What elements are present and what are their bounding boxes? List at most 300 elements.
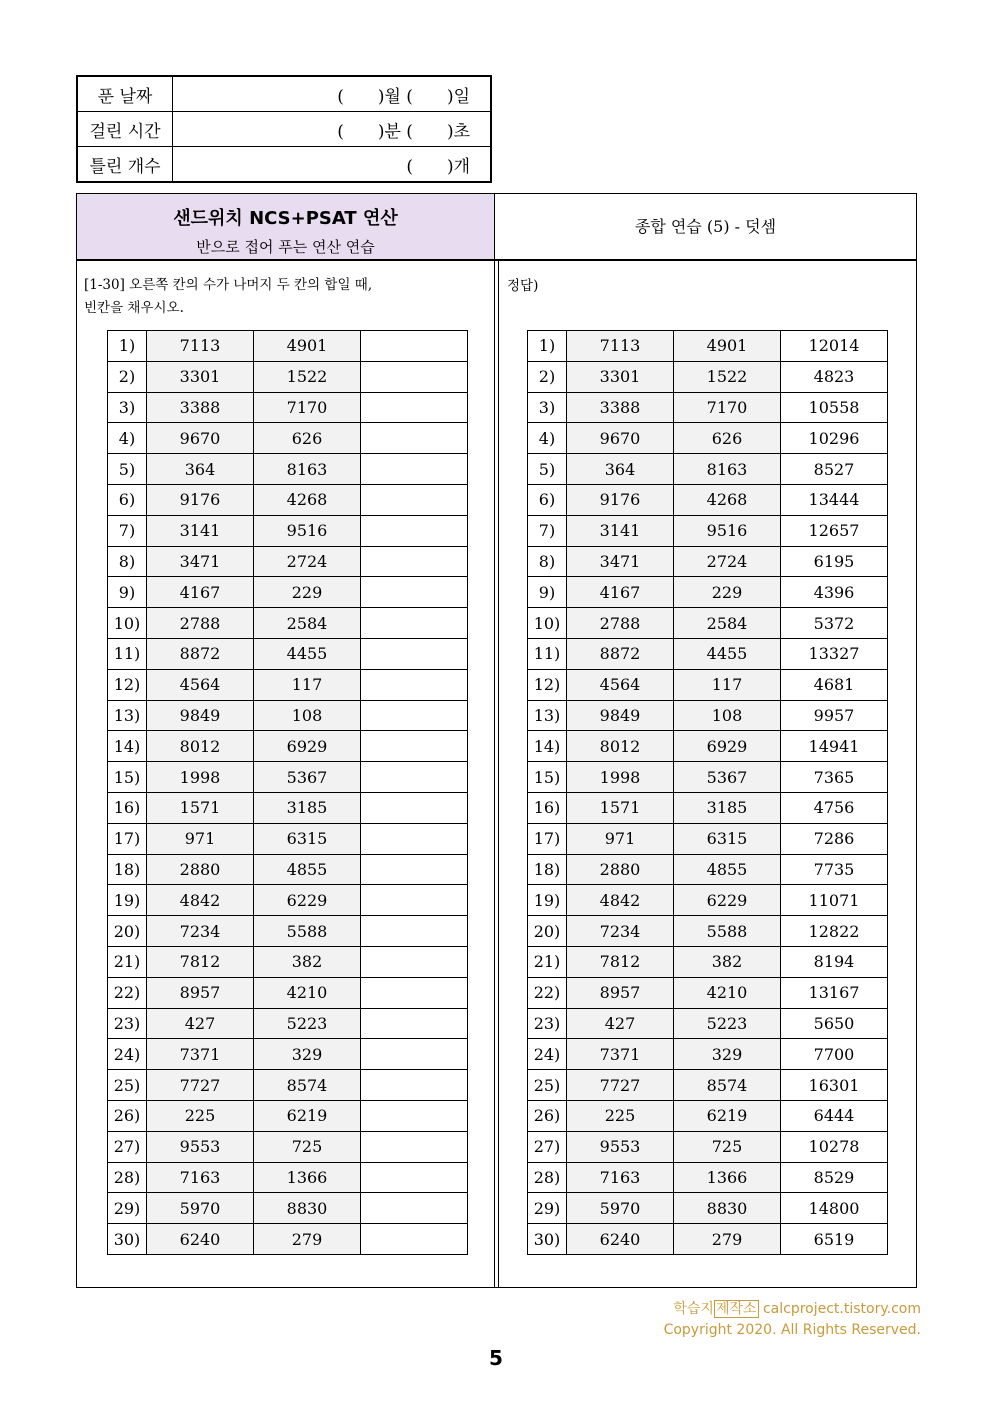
- row-number: 6): [108, 484, 147, 515]
- blank-sum[interactable]: [361, 700, 468, 731]
- addend-b: 5367: [254, 762, 361, 793]
- blank-sum[interactable]: [361, 669, 468, 700]
- addend-a: 7812: [147, 946, 254, 977]
- addend-a: 6240: [567, 1224, 674, 1255]
- addend-b: 6219: [674, 1100, 781, 1131]
- addend-b: 229: [254, 577, 361, 608]
- row-number: 12): [108, 669, 147, 700]
- addend-b: 6929: [254, 731, 361, 762]
- addend-a: 2880: [147, 854, 254, 885]
- row-number: 5): [528, 454, 567, 485]
- answer-sum: 14800: [781, 1193, 888, 1224]
- answer-sum: 9957: [781, 700, 888, 731]
- info-row: [77, 76, 491, 112]
- row-number: 2): [528, 361, 567, 392]
- instructions: [84, 274, 484, 320]
- addend-a: 9849: [567, 700, 674, 731]
- addend-b: 7170: [254, 392, 361, 423]
- addend-a: 7113: [147, 331, 254, 362]
- problem-row: [108, 731, 468, 762]
- problem-row: [108, 700, 468, 731]
- problem-row: [108, 669, 468, 700]
- answer-row: [528, 361, 888, 392]
- row-number: 6): [528, 484, 567, 515]
- answer-table: [527, 330, 888, 1255]
- info-label: 푼 날짜: [77, 76, 173, 112]
- answer-sum: 8194: [781, 946, 888, 977]
- problem-row: [108, 916, 468, 947]
- answer-row: [528, 762, 888, 793]
- brand-box: 제작소: [715, 1301, 757, 1317]
- blank-sum[interactable]: [361, 546, 468, 577]
- addend-a: 971: [567, 823, 674, 854]
- answer-row: [528, 700, 888, 731]
- answer-sum: 10296: [781, 423, 888, 454]
- addend-a: 4167: [567, 577, 674, 608]
- section-header: [495, 194, 916, 261]
- row-number: 29): [528, 1193, 567, 1224]
- answer-sum: 6519: [781, 1224, 888, 1255]
- answer-sum: 8529: [781, 1162, 888, 1193]
- blank-sum[interactable]: [361, 854, 468, 885]
- row-number: 4): [108, 423, 147, 454]
- addend-a: 4842: [567, 885, 674, 916]
- answer-sum: 5372: [781, 608, 888, 639]
- answer-label: 정답): [507, 278, 539, 294]
- answer-row: [528, 1131, 888, 1162]
- addend-b: 117: [254, 669, 361, 700]
- row-number: 8): [108, 546, 147, 577]
- addend-a: 9553: [567, 1131, 674, 1162]
- problem-row: [108, 331, 468, 362]
- blank-sum[interactable]: [361, 454, 468, 485]
- answer-row: [528, 823, 888, 854]
- addend-a: 7371: [147, 1039, 254, 1070]
- addend-b: 4855: [674, 854, 781, 885]
- answer-sum: 7286: [781, 823, 888, 854]
- addend-a: 1571: [147, 792, 254, 823]
- brand-url: calcproject.tistory.com: [758, 1301, 921, 1317]
- answer-sum: 4396: [781, 577, 888, 608]
- problem-row: [108, 423, 468, 454]
- row-number: 23): [108, 1008, 147, 1039]
- worksheet-subtitle: 반으로 접어 푸는 연산 연습: [196, 238, 375, 256]
- addend-b: 1366: [674, 1162, 781, 1193]
- blank-sum[interactable]: [361, 823, 468, 854]
- brand-prefix: 학습지: [673, 1301, 714, 1317]
- problem-row: [108, 885, 468, 916]
- row-number: 15): [108, 762, 147, 793]
- row-number: 22): [528, 977, 567, 1008]
- answer-sum: 11071: [781, 885, 888, 916]
- addend-a: 225: [147, 1100, 254, 1131]
- addend-b: 5223: [254, 1008, 361, 1039]
- fold-divider: [494, 261, 499, 1287]
- addend-b: 279: [674, 1224, 781, 1255]
- problem-row: [108, 854, 468, 885]
- addend-b: 4901: [674, 331, 781, 362]
- answer-row: [528, 1193, 888, 1224]
- blank-sum[interactable]: [361, 916, 468, 947]
- row-number: 2): [108, 361, 147, 392]
- addend-b: 6315: [674, 823, 781, 854]
- row-number: 29): [108, 1193, 147, 1224]
- blank-sum[interactable]: [361, 1100, 468, 1131]
- addend-a: 225: [567, 1100, 674, 1131]
- addend-a: 3301: [147, 361, 254, 392]
- blank-sum[interactable]: [361, 762, 468, 793]
- row-number: 25): [528, 1070, 567, 1101]
- blank-sum[interactable]: [361, 361, 468, 392]
- blank-sum[interactable]: [361, 792, 468, 823]
- row-number: 21): [528, 946, 567, 977]
- addend-b: 725: [254, 1131, 361, 1162]
- addend-b: 725: [674, 1131, 781, 1162]
- info-row: [77, 112, 491, 147]
- instruction-line: 빈칸을 채우시오.: [84, 300, 184, 316]
- answer-sum: 13327: [781, 638, 888, 669]
- row-number: 19): [528, 885, 567, 916]
- row-number: 1): [108, 331, 147, 362]
- addend-b: 8574: [674, 1070, 781, 1101]
- addend-a: 4564: [147, 669, 254, 700]
- section-title: 종합 연습 (5) - 덧셈: [634, 217, 777, 236]
- info-value[interactable]: ( )월 ( )일: [173, 76, 492, 112]
- row-number: 30): [528, 1224, 567, 1255]
- problem-row: [108, 361, 468, 392]
- blank-sum[interactable]: [361, 392, 468, 423]
- copyright: Copyright 2020. All Rights Reserved.: [663, 1322, 921, 1338]
- answer-row: [528, 1039, 888, 1070]
- row-number: 30): [108, 1224, 147, 1255]
- blank-sum[interactable]: [361, 1008, 468, 1039]
- row-number: 18): [528, 854, 567, 885]
- addend-a: 2788: [147, 608, 254, 639]
- addend-b: 2724: [674, 546, 781, 577]
- addend-a: 7727: [147, 1070, 254, 1101]
- problem-row: [108, 762, 468, 793]
- addend-a: 3388: [147, 392, 254, 423]
- answer-row: [528, 546, 888, 577]
- addend-a: 4564: [567, 669, 674, 700]
- worksheet-header: [77, 194, 495, 261]
- addend-a: 427: [147, 1008, 254, 1039]
- row-number: 3): [528, 392, 567, 423]
- addend-a: 7113: [567, 331, 674, 362]
- addend-b: 4268: [254, 484, 361, 515]
- row-number: 4): [528, 423, 567, 454]
- addend-b: 6929: [674, 731, 781, 762]
- answer-sum: 5650: [781, 1008, 888, 1039]
- row-number: 5): [108, 454, 147, 485]
- answer-row: [528, 1100, 888, 1131]
- addend-b: 8830: [254, 1193, 361, 1224]
- addend-a: 5970: [567, 1193, 674, 1224]
- addend-a: 9670: [147, 423, 254, 454]
- problem-row: [108, 1100, 468, 1131]
- answer-sum: 10278: [781, 1131, 888, 1162]
- row-number: 13): [528, 700, 567, 731]
- info-label: 틀린 개수: [77, 147, 173, 183]
- addend-b: 8163: [254, 454, 361, 485]
- addend-b: 382: [254, 946, 361, 977]
- addend-b: 1522: [674, 361, 781, 392]
- problem-row: [108, 484, 468, 515]
- blank-sum[interactable]: [361, 977, 468, 1008]
- addend-a: 364: [567, 454, 674, 485]
- row-number: 18): [108, 854, 147, 885]
- blank-sum[interactable]: [361, 946, 468, 977]
- answer-row: [528, 331, 888, 362]
- problem-row: [108, 946, 468, 977]
- addend-a: 5970: [147, 1193, 254, 1224]
- problem-row: [108, 1039, 468, 1070]
- addend-a: 9849: [147, 700, 254, 731]
- addend-a: 8872: [147, 638, 254, 669]
- addend-b: 1366: [254, 1162, 361, 1193]
- blank-sum[interactable]: [361, 331, 468, 362]
- answer-row: [528, 423, 888, 454]
- addend-a: 1998: [567, 762, 674, 793]
- addend-b: 382: [674, 946, 781, 977]
- row-number: 20): [528, 916, 567, 947]
- problem-row: [108, 1224, 468, 1255]
- addend-a: 7163: [567, 1162, 674, 1193]
- addend-a: 3301: [567, 361, 674, 392]
- problem-row: [108, 608, 468, 639]
- problem-row: [108, 1070, 468, 1101]
- problem-row: [108, 515, 468, 546]
- answer-row: [528, 792, 888, 823]
- blank-sum[interactable]: [361, 515, 468, 546]
- answer-row: [528, 638, 888, 669]
- addend-a: 4842: [147, 885, 254, 916]
- addend-a: 8012: [567, 731, 674, 762]
- answer-row: [528, 977, 888, 1008]
- answer-row: [528, 577, 888, 608]
- problem-row: [108, 977, 468, 1008]
- answer-sum: 8527: [781, 454, 888, 485]
- answer-row: [528, 731, 888, 762]
- row-number: 3): [108, 392, 147, 423]
- problem-row: [108, 1131, 468, 1162]
- row-number: 28): [108, 1162, 147, 1193]
- row-number: 26): [108, 1100, 147, 1131]
- answer-row: [528, 608, 888, 639]
- addend-a: 7371: [567, 1039, 674, 1070]
- addend-a: 7234: [147, 916, 254, 947]
- problem-row: [108, 823, 468, 854]
- answer-row: [528, 1224, 888, 1255]
- row-number: 10): [108, 608, 147, 639]
- addend-a: 7234: [567, 916, 674, 947]
- row-number: 17): [528, 823, 567, 854]
- row-number: 15): [528, 762, 567, 793]
- row-number: 27): [108, 1131, 147, 1162]
- row-number: 7): [528, 515, 567, 546]
- addend-a: 2788: [567, 608, 674, 639]
- blank-sum[interactable]: [361, 1070, 468, 1101]
- answer-sum: 13167: [781, 977, 888, 1008]
- addend-a: 6240: [147, 1224, 254, 1255]
- blank-sum[interactable]: [361, 484, 468, 515]
- row-number: 20): [108, 916, 147, 947]
- answer-sum: 4681: [781, 669, 888, 700]
- addend-a: 8872: [567, 638, 674, 669]
- row-number: 10): [528, 608, 567, 639]
- info-row: [77, 147, 491, 183]
- answer-sum: 7735: [781, 854, 888, 885]
- addend-b: 4455: [254, 638, 361, 669]
- addend-a: 7163: [147, 1162, 254, 1193]
- addend-b: 4210: [674, 977, 781, 1008]
- addend-b: 9516: [254, 515, 361, 546]
- row-number: 9): [108, 577, 147, 608]
- answer-row: [528, 854, 888, 885]
- blank-sum[interactable]: [361, 577, 468, 608]
- addend-a: 3388: [567, 392, 674, 423]
- answer-sum: 12822: [781, 916, 888, 947]
- answer-sum: 6444: [781, 1100, 888, 1131]
- row-number: 8): [528, 546, 567, 577]
- problem-row: [108, 454, 468, 485]
- addend-a: 1998: [147, 762, 254, 793]
- addend-b: 5367: [674, 762, 781, 793]
- addend-b: 108: [254, 700, 361, 731]
- addend-b: 4268: [674, 484, 781, 515]
- answer-row: [528, 454, 888, 485]
- blank-sum[interactable]: [361, 1162, 468, 1193]
- row-number: 27): [528, 1131, 567, 1162]
- answer-row: [528, 885, 888, 916]
- addend-a: 1571: [567, 792, 674, 823]
- addend-b: 4455: [674, 638, 781, 669]
- addend-b: 117: [674, 669, 781, 700]
- addend-a: 8957: [567, 977, 674, 1008]
- addend-b: 6229: [674, 885, 781, 916]
- blank-sum[interactable]: [361, 423, 468, 454]
- answer-sum: 4756: [781, 792, 888, 823]
- row-number: 12): [528, 669, 567, 700]
- row-number: 25): [108, 1070, 147, 1101]
- addend-a: 9670: [567, 423, 674, 454]
- row-number: 14): [528, 731, 567, 762]
- addend-b: 3185: [674, 792, 781, 823]
- addend-b: 4901: [254, 331, 361, 362]
- addend-b: 2724: [254, 546, 361, 577]
- problem-row: [108, 546, 468, 577]
- row-number: 24): [108, 1039, 147, 1070]
- addend-a: 7812: [567, 946, 674, 977]
- addend-b: 329: [254, 1039, 361, 1070]
- info-value[interactable]: ( )분 ( )초: [173, 112, 492, 147]
- row-number: 13): [108, 700, 147, 731]
- blank-sum[interactable]: [361, 638, 468, 669]
- answer-row: [528, 515, 888, 546]
- answer-sum: 7365: [781, 762, 888, 793]
- addend-b: 626: [254, 423, 361, 454]
- row-number: 26): [528, 1100, 567, 1131]
- problem-table: [107, 330, 468, 1255]
- answer-row: [528, 392, 888, 423]
- answer-sum: 12014: [781, 331, 888, 362]
- row-number: 16): [528, 792, 567, 823]
- row-number: 24): [528, 1039, 567, 1070]
- problem-row: [108, 1162, 468, 1193]
- row-number: 23): [528, 1008, 567, 1039]
- info-table: [76, 75, 492, 183]
- blank-sum[interactable]: [361, 1131, 468, 1162]
- answer-row: [528, 1008, 888, 1039]
- answer-row: [528, 1162, 888, 1193]
- addend-a: 9553: [147, 1131, 254, 1162]
- addend-b: 6315: [254, 823, 361, 854]
- row-number: 17): [108, 823, 147, 854]
- addend-b: 8830: [674, 1193, 781, 1224]
- worksheet-title: 샌드위치 NCS+PSAT 연산: [173, 208, 398, 229]
- row-number: 28): [528, 1162, 567, 1193]
- addend-a: 9176: [147, 484, 254, 515]
- addend-a: 8012: [147, 731, 254, 762]
- addend-b: 279: [254, 1224, 361, 1255]
- problem-row: [108, 792, 468, 823]
- answer-sum: 13444: [781, 484, 888, 515]
- addend-a: 364: [147, 454, 254, 485]
- addend-a: 971: [147, 823, 254, 854]
- addend-b: 8163: [674, 454, 781, 485]
- worksheet-frame: [76, 193, 917, 1288]
- answer-sum: 10558: [781, 392, 888, 423]
- addend-a: 7727: [567, 1070, 674, 1101]
- addend-a: 2880: [567, 854, 674, 885]
- answer-sum: 12657: [781, 515, 888, 546]
- row-number: 21): [108, 946, 147, 977]
- addend-a: 9176: [567, 484, 674, 515]
- row-number: 22): [108, 977, 147, 1008]
- info-value[interactable]: ( )개: [173, 147, 492, 183]
- addend-b: 2584: [254, 608, 361, 639]
- row-number: 7): [108, 515, 147, 546]
- blank-sum[interactable]: [361, 885, 468, 916]
- addend-b: 8574: [254, 1070, 361, 1101]
- answer-row: [528, 946, 888, 977]
- addend-b: 626: [674, 423, 781, 454]
- blank-sum[interactable]: [361, 1039, 468, 1070]
- row-number: 1): [528, 331, 567, 362]
- row-number: 9): [528, 577, 567, 608]
- problem-row: [108, 392, 468, 423]
- addend-b: 229: [674, 577, 781, 608]
- row-number: 19): [108, 885, 147, 916]
- addend-b: 9516: [674, 515, 781, 546]
- problem-row: [108, 577, 468, 608]
- blank-sum[interactable]: [361, 731, 468, 762]
- blank-sum[interactable]: [361, 1193, 468, 1224]
- addend-b: 5588: [674, 916, 781, 947]
- addend-b: 4210: [254, 977, 361, 1008]
- addend-a: 3471: [147, 546, 254, 577]
- addend-b: 108: [674, 700, 781, 731]
- blank-sum[interactable]: [361, 1224, 468, 1255]
- addend-b: 4855: [254, 854, 361, 885]
- brand-line: [673, 1298, 921, 1318]
- blank-sum[interactable]: [361, 608, 468, 639]
- addend-a: 3471: [567, 546, 674, 577]
- answer-row: [528, 1070, 888, 1101]
- addend-b: 7170: [674, 392, 781, 423]
- instruction-line: [1-30] 오른쪽 칸의 수가 나머지 두 칸의 합일 때,: [84, 277, 373, 293]
- addend-b: 2584: [674, 608, 781, 639]
